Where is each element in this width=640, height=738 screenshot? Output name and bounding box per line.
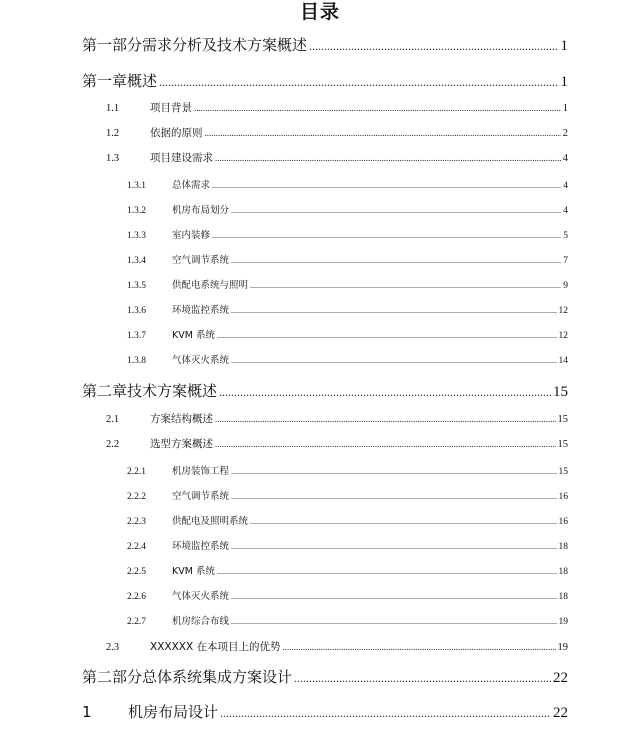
toc-page-number: 19 <box>557 642 568 653</box>
toc-leader-dots <box>231 256 561 265</box>
toc-leader-dots <box>231 617 556 626</box>
toc-entry-number: 1.3.6 <box>127 306 146 316</box>
toc-leader-dots <box>205 128 561 138</box>
toc-page-number: 4 <box>562 153 568 164</box>
toc-entry-1-3-1[interactable] <box>127 177 568 191</box>
toc-leader-dots <box>231 492 556 501</box>
toc-leader-dots <box>217 331 557 340</box>
toc-entry-1-3-3[interactable] <box>127 227 568 241</box>
toc-leader-dots <box>309 39 558 54</box>
toc-entry-chapter2[interactable] <box>82 380 568 401</box>
toc-entry-1-3-6[interactable] <box>127 302 568 316</box>
toc-entry-number: 1 <box>82 703 92 721</box>
toc-entry-2-2-7[interactable] <box>127 613 568 627</box>
toc-entry-text: KVM 系统 <box>172 566 215 577</box>
toc-entry-text: 总体需求 <box>172 180 211 191</box>
toc-page-number: 18 <box>558 592 568 602</box>
toc-entry-text: 机房装饰工程 <box>172 466 230 477</box>
toc-entry-2-2-3[interactable] <box>127 513 568 527</box>
toc-page-number: 2 <box>562 128 568 139</box>
toc-entry-1-layout[interactable] <box>82 701 568 722</box>
toc-entry-chapter1[interactable] <box>82 70 568 91</box>
toc-leader-dots <box>215 414 556 424</box>
toc-leader-dots <box>294 671 551 686</box>
toc-page-number: 16 <box>558 517 568 527</box>
toc-leader-dots <box>231 356 556 365</box>
toc-page-number: 7 <box>563 256 568 266</box>
toc-leader-dots <box>231 206 561 215</box>
toc-page-number: 15 <box>553 384 568 400</box>
toc-page-number: 16 <box>558 492 568 502</box>
toc-entry-number: 1.3.8 <box>127 356 146 366</box>
toc-entry-number: 2.2.2 <box>127 492 146 502</box>
toc-page-number: 4 <box>563 206 568 216</box>
toc-entry-number: 1.3.4 <box>127 256 146 266</box>
toc-leader-dots <box>219 385 551 400</box>
toc-page-number: 14 <box>558 356 568 366</box>
toc-entry-2-2-6[interactable] <box>127 588 568 602</box>
toc-page-number: 1 <box>560 38 568 54</box>
toc-entry-text: 环境监控系统 <box>172 541 230 552</box>
toc-entry-number: 2.2.5 <box>127 567 146 577</box>
toc-page-number: 22 <box>553 670 568 686</box>
toc-entry-2-2-4[interactable] <box>127 538 568 552</box>
toc-entry-text: 方案结构概述 <box>150 413 213 425</box>
toc-page-number: 12 <box>558 331 568 341</box>
toc-leader-dots <box>212 231 561 240</box>
toc-page-number: 1 <box>560 74 568 90</box>
toc-entry-number: 1.3.2 <box>127 206 146 216</box>
toc-page-number: 19 <box>558 617 568 627</box>
toc-entry-text: 空气调节系统 <box>172 491 230 502</box>
toc-entry-text: 室内装修 <box>172 230 211 241</box>
toc-entry-text: 气体灭火系统 <box>172 355 230 366</box>
toc-entry-part2[interactable] <box>82 666 568 687</box>
toc-page-number: 18 <box>558 567 568 577</box>
toc-leader-dots <box>231 542 556 551</box>
toc-entry-text: 第一部分需求分析及技术方案概述 <box>82 36 308 54</box>
toc-entry-number: 1.3.1 <box>127 181 146 191</box>
toc-entry-number: 2.2 <box>106 439 120 450</box>
toc-leader-dots <box>217 567 557 576</box>
toc-page-number: 22 <box>553 705 568 721</box>
toc-entry-text: 第二部分总体系统集成方案设计 <box>82 668 293 686</box>
toc-entry-1-1[interactable] <box>106 100 568 115</box>
toc-entry-2-1[interactable] <box>106 411 568 426</box>
toc-page-number: 15 <box>557 439 568 450</box>
toc-entry-number: 1.3 <box>106 153 120 164</box>
toc-entry-number: 1.3.3 <box>127 231 146 241</box>
toc-page-number: 12 <box>558 306 568 316</box>
toc-entry-2-3[interactable] <box>106 639 568 654</box>
toc-entry-2-2-5[interactable] <box>127 563 568 577</box>
toc-entry-number: 2.2.1 <box>127 467 146 477</box>
toc-page-number: 15 <box>558 467 568 477</box>
toc-entry-2-2-1[interactable] <box>127 463 568 477</box>
toc-entry-1-2[interactable] <box>106 125 568 140</box>
toc-entry-number: 2.2.7 <box>127 617 146 627</box>
toc-entry-number: 2.1 <box>106 414 120 425</box>
toc-entry-text: 第一章概述 <box>82 72 158 90</box>
toc-leader-dots <box>159 75 558 90</box>
toc-entry-1-3-4[interactable] <box>127 252 568 266</box>
toc-page-number: 1 <box>562 103 568 114</box>
toc-leader-dots <box>283 642 556 652</box>
toc-leader-dots <box>231 306 556 315</box>
toc-entry-number: 2.2.6 <box>127 592 146 602</box>
toc-leader-dots <box>194 103 561 113</box>
toc-leader-dots <box>231 467 556 476</box>
toc-entry-text: 项目建设需求 <box>150 152 213 164</box>
toc-leader-dots <box>212 181 561 190</box>
toc-entry-number: 1.3.7 <box>127 331 146 341</box>
toc-entry-2-2[interactable] <box>106 436 568 451</box>
toc-leader-dots <box>215 439 556 449</box>
toc-entry-number: 2.3 <box>106 642 120 653</box>
toc-entry-number: 1.3.5 <box>127 281 146 291</box>
toc-entry-text: 机房综合布线 <box>172 616 230 627</box>
toc-page-number: 5 <box>563 231 568 241</box>
toc-leader-dots <box>231 592 556 601</box>
toc-leader-dots <box>215 153 561 163</box>
toc-entry-1-3[interactable] <box>106 150 568 165</box>
toc-page-number: 9 <box>563 281 568 291</box>
toc-entry-text: 环境监控系统 <box>172 305 230 316</box>
toc-page-number: 15 <box>557 414 568 425</box>
toc-entry-1-3-2[interactable] <box>127 202 568 216</box>
toc-entry-1-3-5[interactable] <box>127 277 568 291</box>
toc-entry-text: 气体灭火系统 <box>172 591 230 602</box>
toc-entry-1-3-7[interactable] <box>127 327 568 341</box>
toc-entry-text: 第二章技术方案概述 <box>82 382 218 400</box>
toc-entry-number: 2.2.3 <box>127 517 146 527</box>
toc-entry-text: 供配电系统与照明 <box>172 280 249 291</box>
toc-entry-part1[interactable] <box>82 34 568 55</box>
toc-entry-number: 1.1 <box>106 103 120 114</box>
toc-page-number: 4 <box>563 181 568 191</box>
toc-page-number: 18 <box>558 542 568 552</box>
toc-leader-dots <box>250 281 561 290</box>
toc-entry-text: KVM 系统 <box>172 330 215 341</box>
toc-entry-2-2-2[interactable] <box>127 488 568 502</box>
toc-leader-dots <box>220 706 551 721</box>
toc-entry-1-3-8[interactable] <box>127 352 568 366</box>
toc-entry-text: 机房布局设计 <box>128 703 219 721</box>
toc-entry-number: 1.2 <box>106 128 120 139</box>
toc-entry-text: XXXXXX 在本项目上的优势 <box>150 641 281 653</box>
toc-leader-dots <box>250 517 556 526</box>
toc-entry-text: 空气调节系统 <box>172 255 230 266</box>
toc-entry-text: 依据的原则 <box>150 127 203 139</box>
toc-entry-text: 供配电及照明系统 <box>172 516 249 527</box>
toc-title: 目录 <box>299 1 340 23</box>
toc-entry-text: 项目背景 <box>150 102 192 114</box>
toc-entry-text: 选型方案概述 <box>150 438 213 450</box>
toc-entry-number: 2.2.4 <box>127 542 146 552</box>
toc-entry-text: 机房布局划分 <box>172 205 230 216</box>
